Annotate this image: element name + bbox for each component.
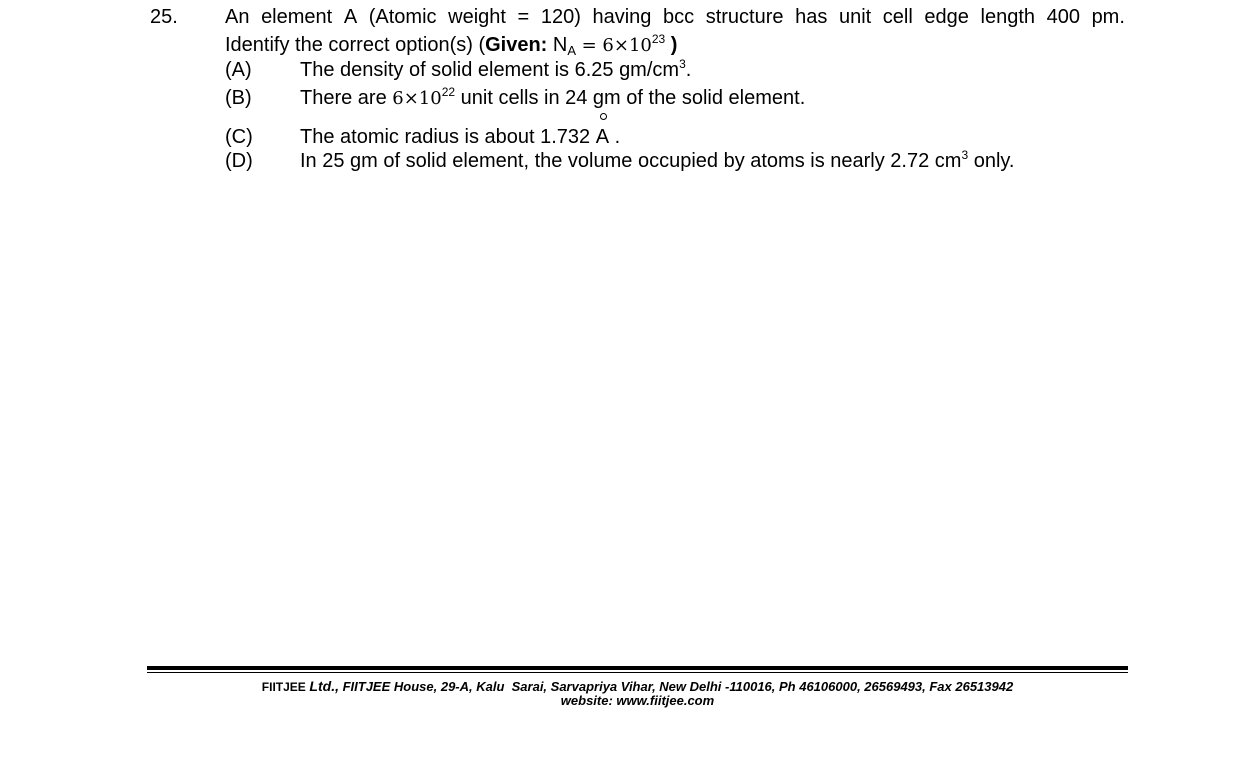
stem-word: 400	[1046, 6, 1080, 28]
option-a-superscript: 3	[679, 57, 686, 71]
option-a-letter: (A)	[225, 59, 252, 81]
stem-word: length	[980, 6, 1035, 28]
avogadro-value: = 6×10	[581, 35, 652, 56]
option-d-letter: (D)	[225, 150, 253, 172]
given-label: Given:	[485, 34, 548, 56]
question-number: 25.	[150, 6, 178, 28]
option-d-text-end: only.	[968, 150, 1015, 172]
avogadro-subscript: A	[567, 43, 577, 58]
angstrom-ring-icon	[600, 113, 607, 120]
option-b-letter: (B)	[225, 87, 252, 109]
stem-word: weight	[448, 6, 506, 28]
angstrom-letter: A	[595, 126, 610, 148]
option-d-text: In 25 gm of solid element, the volume occupied by atoms is nearly 2.72 cm	[300, 150, 962, 172]
option-a	[225, 59, 691, 81]
option-d	[225, 150, 1014, 172]
question-stem-line-1	[225, 6, 1125, 28]
stem-word: pm.	[1091, 6, 1125, 28]
footer-address: FIITJEE House, 29-A, Kalu Sarai, Sarvapriya Vihar, New Delhi -110016, Ph 46106000, 26569493, Fax 26513942	[342, 679, 1014, 694]
footer-ltd: Ltd.,	[309, 678, 339, 694]
option-d-superscript: 3	[961, 148, 969, 162]
stem-word: A	[343, 6, 358, 28]
stem-word: =	[517, 6, 530, 28]
question-stem-line-2	[225, 34, 677, 62]
option-b-math-exponent: 22	[441, 85, 456, 99]
option-c-text-end: .	[609, 126, 621, 148]
stem-word: edge	[924, 6, 969, 28]
stem-word: cell	[882, 6, 913, 28]
option-c-letter: (C)	[225, 126, 253, 148]
stem-word: element	[261, 6, 333, 28]
option-a-text: The density of solid element is 6.25 gm/cm	[300, 59, 680, 81]
stem-word: An	[225, 6, 250, 28]
stem-word: structure	[705, 6, 784, 28]
option-c-text: The atomic radius is about 1.732	[300, 126, 596, 148]
avogadro-exponent: 23	[651, 32, 666, 46]
option-b-text-end: unit cells in 24 gm of the solid element.	[455, 87, 806, 109]
stem-word: 120)	[540, 6, 581, 28]
option-b	[225, 87, 805, 110]
option-b-text: There are	[300, 87, 393, 109]
stem-line-2-prefix: Identify the correct option(s) (	[225, 34, 486, 56]
stem-word: having	[592, 6, 652, 28]
stem-word: has	[795, 6, 828, 28]
footer-brand: FIITJEE	[261, 680, 306, 694]
footer-rule-thin	[147, 672, 1128, 673]
given-close-paren: )	[670, 34, 678, 56]
stem-word: bcc	[662, 6, 695, 28]
option-c	[225, 126, 620, 148]
stem-word: unit	[838, 6, 872, 28]
option-a-text-end: .	[685, 59, 692, 81]
stem-word: (Atomic	[368, 6, 437, 28]
footer-website: website: www.fiitjee.com	[560, 693, 715, 708]
avogadro-symbol: N	[552, 34, 568, 56]
footer-rule-thick	[147, 666, 1128, 670]
option-b-math-base: 6×10	[392, 88, 442, 109]
angstrom-unit	[596, 126, 609, 148]
